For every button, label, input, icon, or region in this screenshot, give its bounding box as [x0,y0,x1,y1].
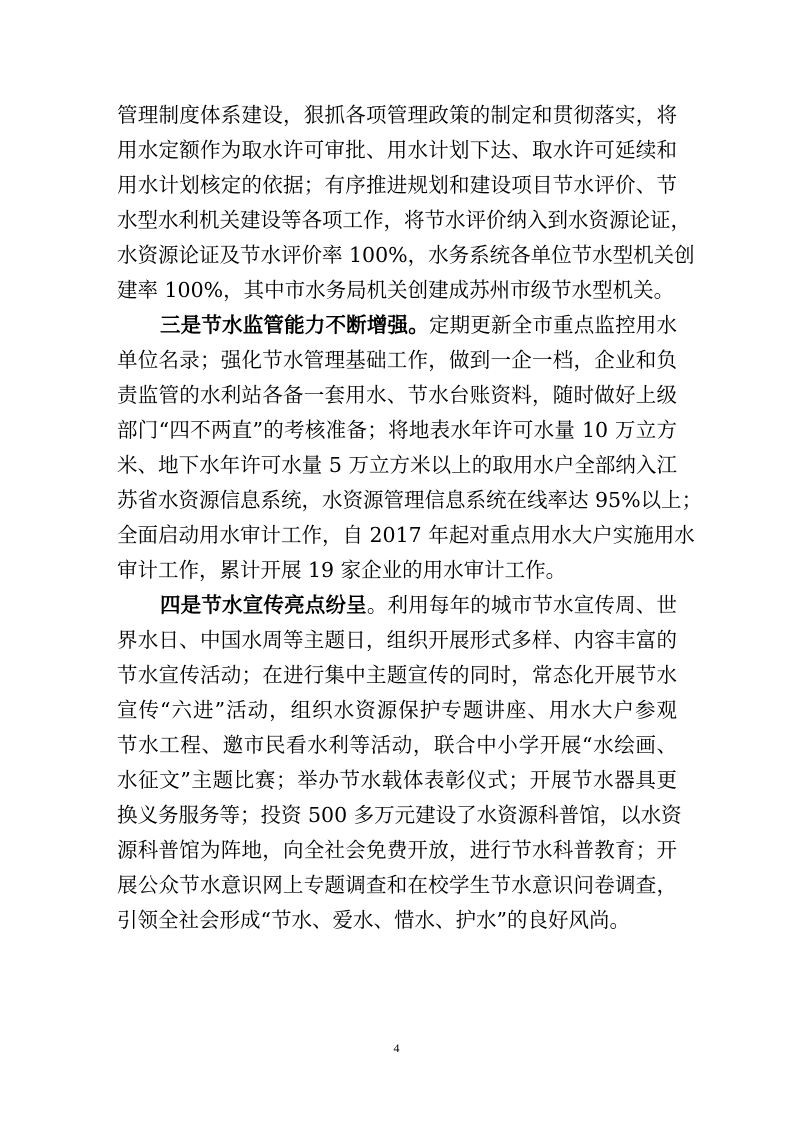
text-line: 米、地下水年许可水量 5 万立方米以上的取用水户全部纳入江 [117,453,677,477]
text-line: 用水计划核定的依据；有序推进规划和建设项目节水评价、节 [117,173,677,197]
paragraph-first-line [160,311,677,343]
text-line: 源科普馆为阵地，向全社会免费开放，进行节水科普教育；开 [117,838,677,862]
text-line: 水资源论证及节水评价率 100%，水务系统各单位节水型机关创 [117,243,695,267]
text-line: 全面启动用水审计工作，自 2017 年起对重点用水大户实施用水 [117,523,695,547]
text-line: 建率 100%，其中市水务局机关创建成苏州市级节水型机关。 [117,278,675,302]
paragraph-heading: 三是节水监管能力不断增强。 [160,313,429,337]
text-line: 展公众节水意识网上专题调查和在校学生节水意识问卷调查， [117,873,677,897]
text-line: 责监管的水利站各备一套用水、节水台账资料，随时做好上级 [117,383,677,407]
text-line: 用水定额作为取水许可审批、用水计划下达、取水许可延续和 [117,138,677,162]
paragraph-first-line [160,591,677,623]
text-line: 水型水利机关建设等各项工作，将节水评价纳入到水资源论证， [117,208,691,232]
text-line: 节水工程、邀市民看水利等活动，联合中小学开展“水绘画、 [117,733,677,757]
text-line: 部门“四不两直”的考核准备；将地表水年许可水量 10 万立方 [117,418,677,442]
paragraph-heading: 四是节水宣传亮点纷呈 [160,593,367,617]
text-line: 管理制度体系建设，狠抓各项管理政策的制定和贯彻落实，将 [117,103,677,127]
text-line: 苏省水资源信息系统，水资源管理信息系统在线率达 95%以上； [117,488,703,512]
text-line: 宣传“六进”活动，组织水资源保护专题讲座、用水大户参观 [117,698,677,722]
text-line: 界水日、中国水周等主题日，组织开展形式多样、内容丰富的 [117,628,677,652]
text-run: 。利用每年的城市节水宣传周、世 [366,593,677,617]
text-line: 单位名录；强化节水管理基础工作，做到一企一档，企业和负 [117,348,677,372]
text-line: 节水宣传活动；在进行集中主题宣传的同时，常态化开展节水 [117,663,677,687]
text-line: 换义务服务等；投资 500 多万元建设了水资源科普馆，以水资 [117,803,682,827]
text-line: 水征文”主题比赛；举办节水载体表彰仪式；开展节水器具更 [117,768,677,792]
page-number: 4 [393,1041,400,1055]
text-run: 定期更新全市重点监控用水 [428,313,677,337]
text-line: 审计工作，累计开展 19 家企业的用水审计工作。 [117,558,567,582]
text-line: 引领全社会形成“节水、爱水、惜水、护水”的良好风尚。 [117,908,630,932]
